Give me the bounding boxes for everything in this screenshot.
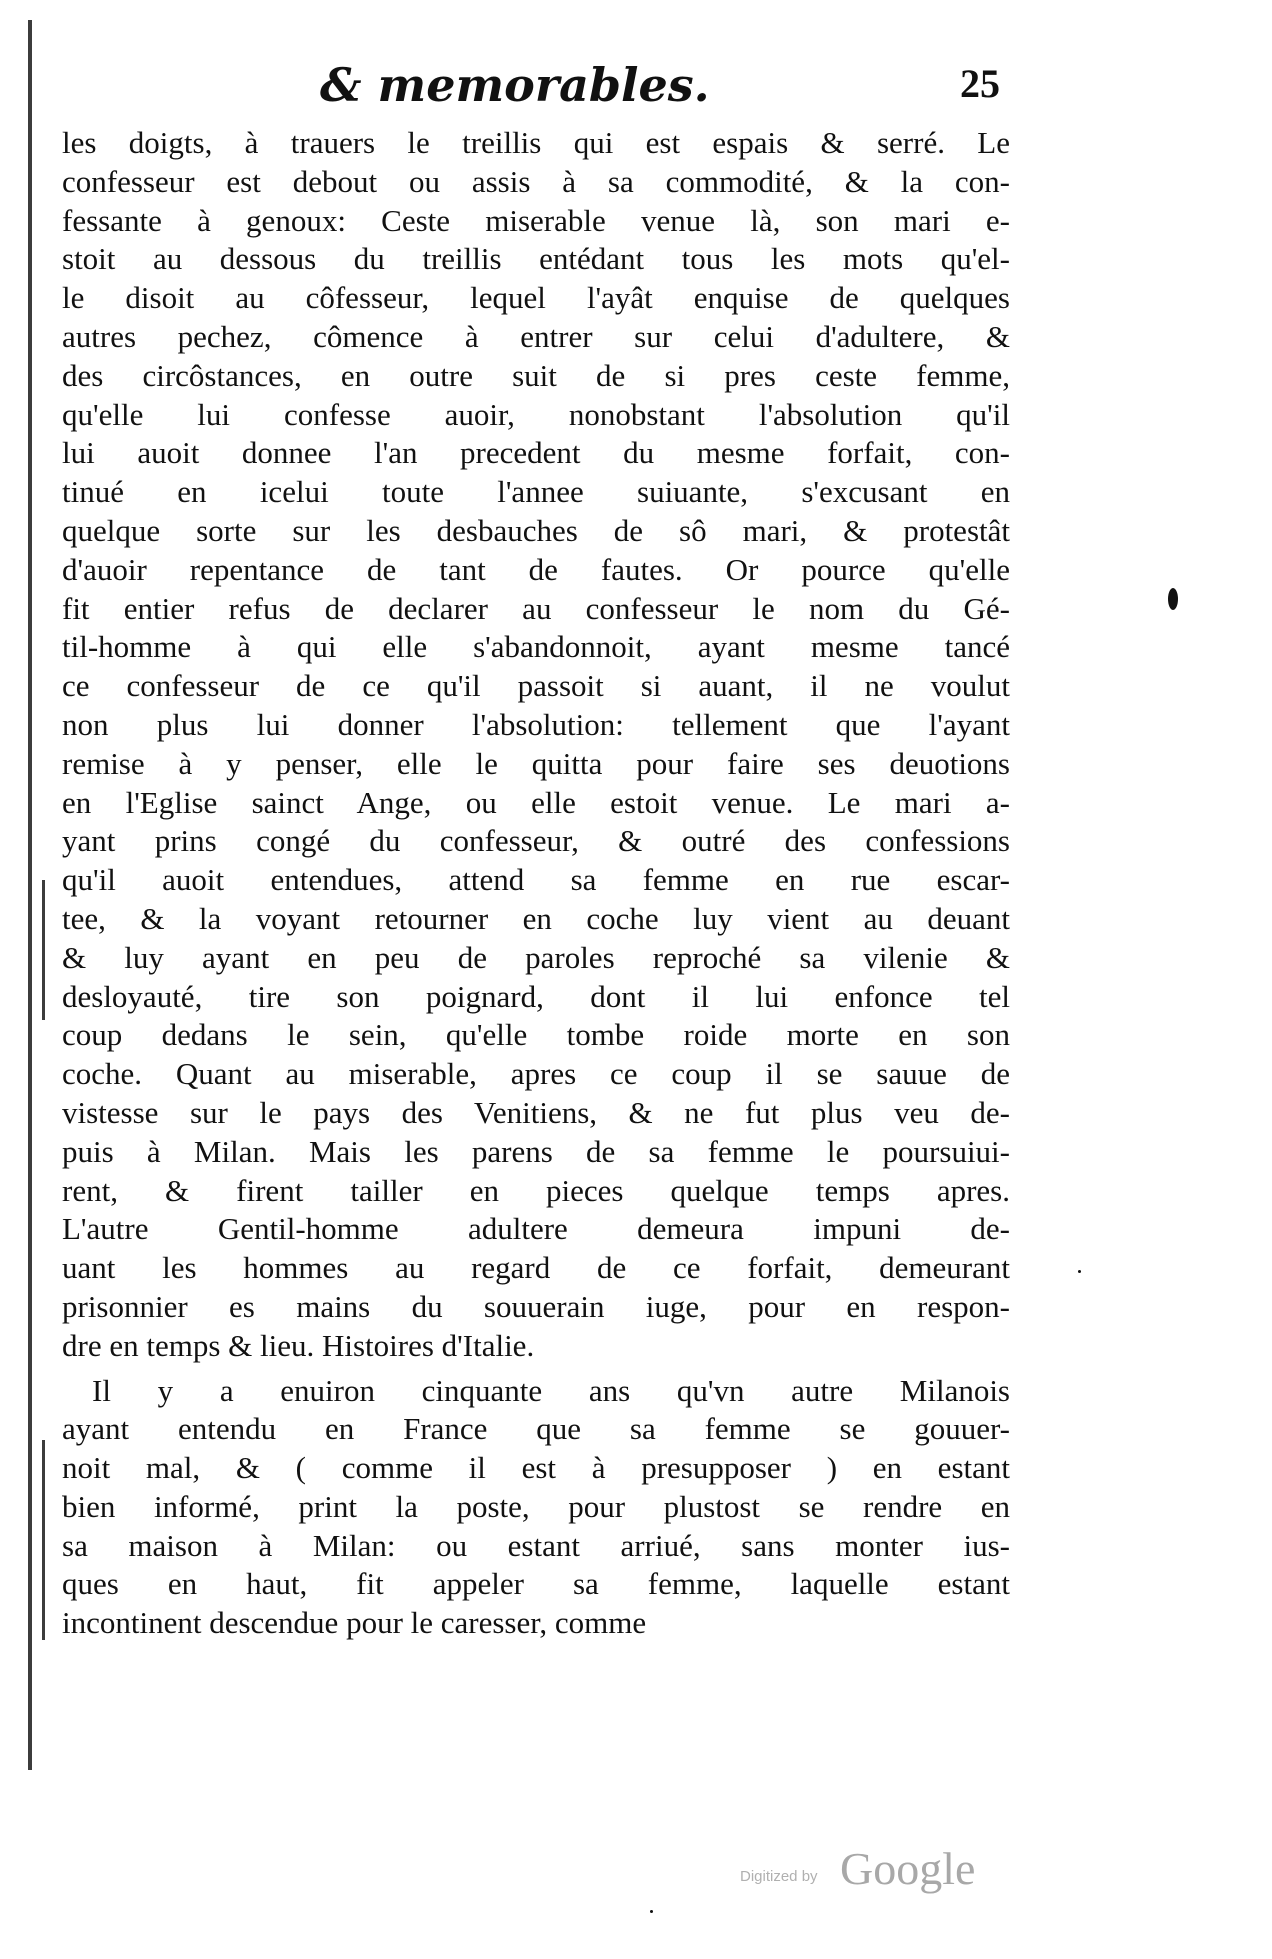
text-line: les doigts, à trauers le treillis qui est espais & serré. Le: [62, 125, 1010, 160]
text-line: coche. Quant au miserable, apres ce coup il se sauue de: [62, 1056, 1010, 1092]
page-number: 25: [960, 61, 1000, 106]
ink-speck: [1168, 588, 1178, 610]
text-line: prisonnier es mains du souuerain iuge, pour en respon-: [62, 1288, 1010, 1324]
text-line: coup dedans le sein, qu'elle tombe roide morte en son: [62, 1017, 1010, 1053]
text-line: rent, & firent tailler en pieces quelque temps apres.: [62, 1172, 1010, 1208]
text-line: des circôstances, en outre suit de si pres ceste femme,: [62, 357, 1010, 393]
ink-speck: [1078, 1270, 1081, 1273]
paragraph-1: [62, 124, 1010, 1366]
text-line: qu'il auoit entendues, attend sa femme en rue escar-: [62, 862, 1010, 898]
text-line: L'autre Gentil-homme adultere demeura impuni de-: [62, 1211, 1010, 1247]
text-line: dre en temps & lieu. Histoires d'Italie.: [62, 1327, 535, 1363]
text-line: remise à y penser, elle le quitta pour faire ses deuotions: [62, 745, 1010, 781]
ink-speck: [650, 1910, 653, 1913]
text-line: desloyauté, tire son poignard, dont il lui enfonce tel: [62, 978, 1010, 1014]
text-line: puis à Milan. Mais les parens de sa femme le poursuiui-: [62, 1133, 1010, 1169]
text-line: qu'elle lui confesse auoir, nonobstant l'absolution qu'il: [62, 396, 1010, 432]
text-line: tinué en icelui toute l'annee suiuante, s'excusant en: [62, 474, 1010, 510]
text-line: til-homme à qui elle s'abandonnoit, ayant mesme tancé: [62, 629, 1010, 665]
text-line: stoit au dessous du treillis entédant tous les mots qu'el-: [62, 241, 1010, 277]
text-line: quelque sorte sur les desbauches de sô mari, & protestât: [62, 512, 1010, 548]
running-header: [300, 58, 1000, 118]
text-line: d'auoir repentance de tant de fautes. Or pource qu'elle: [62, 551, 1010, 587]
text-line: non plus lui donner l'absolution: tellement que l'ayant: [62, 706, 1010, 742]
running-title: & memorables.: [320, 58, 710, 112]
text-line: le disoit au côfesseur, lequel l'ayât enquise de quelques: [62, 280, 1010, 316]
watermark-small-text: Digitized by: [740, 1868, 818, 1885]
text-line: incontinent descendue pour le caresser, comme: [62, 1605, 647, 1641]
text-line: tee, & la voyant retourner en coche luy vient au deuant: [62, 900, 1010, 936]
text-line: Il y a enuiron cinquante ans qu'vn autre Milanois: [92, 1372, 1010, 1408]
text-line: noit mal, & ( comme il est à presupposer ) en estant: [62, 1450, 1010, 1486]
text-line: en l'Eglise sainct Ange, ou elle estoit venue. Le mari a-: [62, 784, 1010, 820]
page-edge-rule: [28, 20, 32, 1770]
watermark-logo-text: Google: [840, 1843, 976, 1894]
text-line: ce confesseur de ce qu'il passoit si auant, il ne voulut: [62, 668, 1010, 704]
text-line: uant les hommes au regard de ce forfait, demeurant: [62, 1250, 1010, 1286]
text-line: vistesse sur le pays des Venitiens, & ne fut plus veu de-: [62, 1094, 1010, 1130]
margin-mark: [42, 880, 45, 1020]
body-text: [62, 124, 1010, 1643]
text-line: confesseur est debout ou assis à sa commodité, & la con-: [62, 163, 1010, 199]
text-line: fit entier refus de declarer au confesseur le nom du Gé-: [62, 590, 1010, 626]
text-line: lui auoit donnee l'an precedent du mesme forfait, con-: [62, 435, 1010, 471]
digitization-watermark: [740, 1842, 1010, 1902]
text-line: ques en haut, fit appeler sa femme, laquelle estant: [62, 1566, 1010, 1602]
text-line: & luy ayant en peu de paroles reproché sa vilenie &: [62, 939, 1010, 975]
text-line: yant prins congé du confesseur, & outré des confessions: [62, 823, 1010, 859]
text-line: bien informé, print la poste, pour plustost se rendre en: [62, 1488, 1010, 1524]
text-line: ayant entendu en France que sa femme se gouuer-: [62, 1411, 1010, 1447]
text-line: autres pechez, cômence à entrer sur celui d'adultere, &: [62, 318, 1010, 354]
paragraph-2: [62, 1372, 1010, 1644]
text-line: fessante à genoux: Ceste miserable venue là, son mari e-: [62, 202, 1010, 238]
text-line: sa maison à Milan: ou estant arriué, sans monter ius-: [62, 1527, 1010, 1563]
margin-mark: [42, 1440, 45, 1640]
